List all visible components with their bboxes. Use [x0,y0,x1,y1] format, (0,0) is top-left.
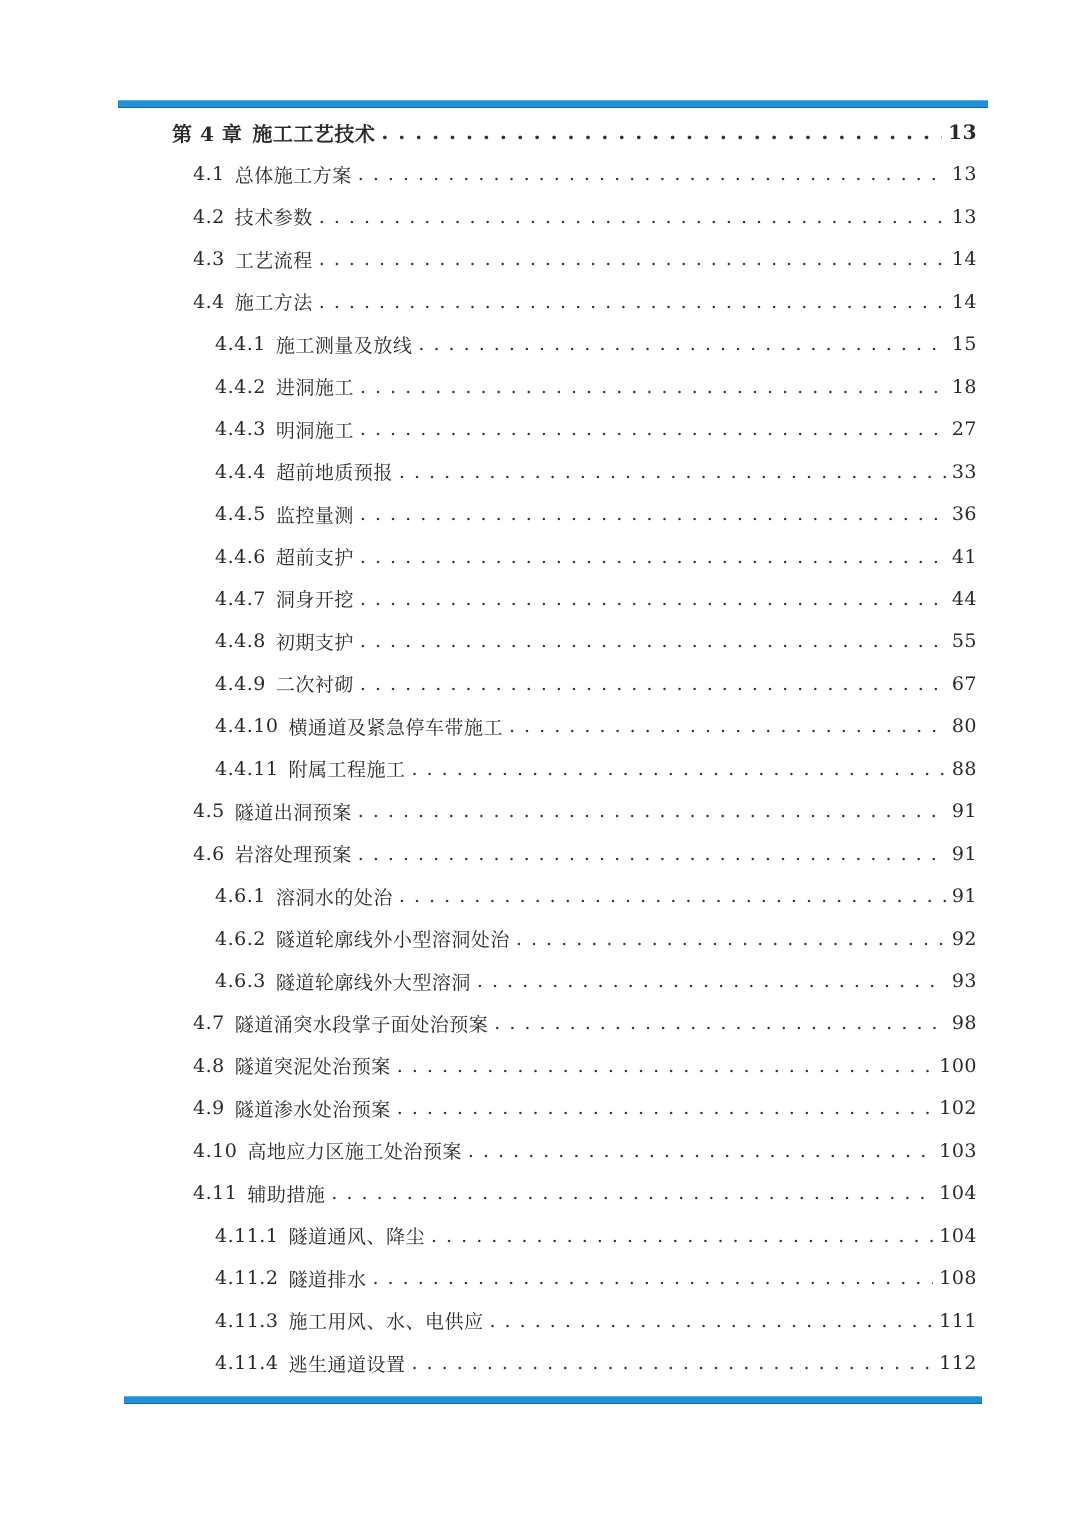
toc-entry-page: 44 [951,587,977,610]
toc-entry-number: 4.7 [193,1012,225,1035]
toc-entry-title: 初期支护 [275,631,354,654]
toc-leader-dots [489,1310,933,1332]
toc-entry[interactable] [215,1343,977,1383]
toc-entry-number: 4.11.4 [215,1352,279,1375]
toc-entry-title: 隧道出洞预案 [234,801,352,824]
toc-entry-number: 4.2 [193,205,225,228]
toc-entry-number: 4.5 [193,800,225,823]
toc-entry[interactable] [215,919,977,959]
toc-entry-page: 93 [951,970,977,992]
toc-entry-number: 4.8 [193,1054,225,1077]
toc-entry[interactable] [215,749,977,789]
toc-leader-dots [319,206,946,228]
toc-entry-title: 总体施工方案 [234,164,352,187]
toc-entry-page: 13 [951,163,977,186]
toc-entry-number: 4.4 [193,290,225,313]
toc-leader-dots [516,928,946,950]
toc-entry[interactable] [215,324,977,364]
toc-entry[interactable] [215,706,977,746]
toc-entry-page: 104 [939,1182,977,1205]
toc-entry-page: 13 [951,205,977,228]
toc-leader-dots [372,1267,933,1289]
toc-leader-dots [399,885,946,907]
toc-entry-title: 溶洞水的处治 [275,886,393,909]
toc-entry-page: 13 [948,120,977,144]
toc-leader-dots [381,120,942,144]
toc-entry[interactable] [215,664,977,704]
toc-entry-title: 辅助措施 [247,1183,326,1206]
header-rule [118,100,988,108]
toc-entry-page: 80 [951,715,977,738]
toc-leader-dots [360,673,946,695]
toc-entry-number: 4.6.3 [215,970,266,992]
toc-entry[interactable] [215,1301,977,1341]
toc-entry-title: 隧道排水 [288,1268,367,1291]
toc-entry-title: 二次衬砌 [275,674,354,697]
toc-leader-dots [411,758,945,780]
toc-entry-title: 超前地质预报 [275,462,393,485]
toc-entry-page: 100 [939,1054,977,1077]
toc-entry-title: 洞身开挖 [275,589,354,612]
toc-entry-number: 4.4.9 [215,672,266,695]
toc-entry-title: 隧道轮廓线外大型溶洞 [275,971,471,994]
toc-entry[interactable] [193,834,977,874]
toc-entry-number: 4.9 [193,1097,225,1120]
toc-entry-title: 隧道涌突水段掌子面处治预案 [234,1013,489,1036]
toc-entry[interactable] [215,494,977,534]
toc-entry[interactable] [193,1131,977,1171]
toc-entry-title: 施工测量及放线 [275,334,413,357]
toc-entry-page: 104 [939,1224,977,1247]
toc-entry-title: 明洞施工 [275,419,354,442]
toc-entry[interactable] [193,154,977,194]
toc-entry[interactable] [193,1003,977,1043]
toc-entry[interactable] [193,282,977,322]
toc-entry-title: 技术参数 [234,207,313,230]
toc-leader-dots [468,1140,933,1162]
toc-leader-dots [399,461,946,483]
toc-entry-page: 102 [939,1097,977,1120]
toc-leader-dots [358,163,946,185]
toc-entry-number: 4.6.1 [215,885,266,908]
toc-entry-title: 施工方法 [234,292,313,315]
toc-entry[interactable] [215,1216,977,1256]
toc-entry-number: 4.11.1 [215,1224,279,1247]
toc-entry-page: 18 [951,375,977,398]
toc-entry[interactable] [215,876,977,916]
toc-entry-number: 4.6 [193,842,225,865]
toc-entry-page: 103 [939,1139,977,1162]
toc-leader-dots [319,248,946,270]
toc-entry-page: 27 [951,418,977,441]
toc-entry-page: 55 [951,630,977,653]
toc-entry-page: 15 [951,333,977,356]
toc-entry[interactable] [215,452,977,492]
toc-entry-number: 第 4 章 [172,121,243,146]
toc-entry-number: 4.1 [193,163,225,186]
toc-entry-title: 高地应力区施工处治预案 [247,1141,462,1164]
toc-entry-page: 88 [951,757,977,780]
toc-entry[interactable] [193,239,977,279]
toc-entry-page: 41 [951,545,977,568]
toc-entry-number: 4.6.2 [215,927,266,950]
toc-entry[interactable] [172,112,977,152]
toc-entry-title: 工艺流程 [234,249,313,272]
toc-leader-dots [360,503,946,525]
toc-entry-number: 4.4.3 [215,418,266,441]
toc-leader-dots [360,630,946,652]
toc-leader-dots [397,1097,934,1119]
toc-entry-title: 监控量测 [275,504,354,527]
toc-entry-page: 91 [951,800,977,823]
toc-entry[interactable] [215,367,977,407]
toc-entry-number: 4.3 [193,248,225,271]
toc-entry-number: 4.4.8 [215,630,266,653]
toc-entry[interactable] [215,579,977,619]
footer-rule [124,1396,982,1404]
toc-leader-dots [358,843,946,865]
toc-entry-title: 岩溶处理预案 [234,844,352,867]
toc-leader-dots [477,970,946,992]
toc-entry-number: 4.4.4 [215,460,266,483]
toc-entry-title: 隧道轮廓线外小型溶洞处治 [275,929,510,952]
toc-entry-title: 逃生通道设置 [288,1353,406,1376]
toc-entry-title: 超前支护 [275,547,354,569]
toc-entry-title: 施工用风、水、电供应 [288,1311,484,1334]
toc-entry-title: 横通道及紧急停车带施工 [288,716,503,739]
toc-entry-page: 112 [939,1352,977,1375]
toc-leader-dots [331,1182,933,1204]
toc-entry-number: 4.4.7 [215,587,266,610]
toc-entry-page: 14 [951,248,977,271]
toc-leader-dots [509,715,946,737]
toc-entry-number: 4.11.3 [215,1309,279,1332]
toc-entry[interactable] [193,197,977,237]
toc-entry-number: 4.11.2 [215,1267,279,1290]
toc-entry-page: 36 [951,503,977,526]
toc-entry-page: 14 [951,290,977,313]
toc-entry-page: 33 [951,460,977,483]
toc-leader-dots [358,800,946,822]
toc-entry-number: 4.11 [193,1182,238,1205]
toc-entry-number: 4.4.6 [215,545,266,568]
toc-leader-dots [360,588,946,610]
toc-entry[interactable] [193,791,977,831]
toc-entry-number: 4.4.11 [215,757,279,780]
toc-leader-dots [360,418,946,440]
toc-entry[interactable] [215,537,977,577]
toc-leader-dots [360,546,946,568]
toc-entry[interactable] [215,961,977,1001]
toc-entry-number: 4.4.2 [215,375,266,398]
toc-leader-dots [411,1352,933,1374]
toc-entry[interactable] [193,1173,977,1213]
toc-leader-dots [431,1225,933,1247]
toc-leader-dots [397,1055,934,1077]
toc-entry-number: 4.4.5 [215,503,266,526]
toc-leader-dots [319,291,946,313]
toc-leader-dots [360,376,946,398]
toc-entry-page: 92 [951,927,977,950]
toc-entry-number: 4.4.10 [215,715,279,738]
toc-entry-title: 隧道通风、降尘 [288,1226,425,1249]
toc-entry-page: 98 [951,1012,977,1035]
toc-entry[interactable] [215,1258,977,1298]
toc-entry-page: 108 [939,1267,977,1290]
toc-entry-number: 4.10 [193,1139,238,1162]
toc-entry[interactable] [193,1046,977,1086]
toc-entry-title: 进洞施工 [275,377,354,400]
toc-entry-page: 67 [951,672,977,695]
toc-entry-page: 111 [939,1309,977,1332]
toc-leader-dots [494,1012,946,1034]
toc-entry-title: 隧道突泥处治预案 [234,1056,391,1079]
toc-entry-title: 施工工艺技术 [252,121,376,146]
toc-entry[interactable] [193,1088,977,1128]
toc-entry-page: 91 [951,885,977,908]
toc-entry[interactable] [215,621,977,661]
toc-entry-number: 4.4.1 [215,333,266,356]
toc-leader-dots [418,333,945,355]
toc-entry-page: 91 [951,842,977,865]
toc-entry-title: 附属工程施工 [288,759,406,782]
toc-entry-title: 隧道渗水处治预案 [234,1098,391,1121]
toc-entry[interactable] [215,409,977,449]
